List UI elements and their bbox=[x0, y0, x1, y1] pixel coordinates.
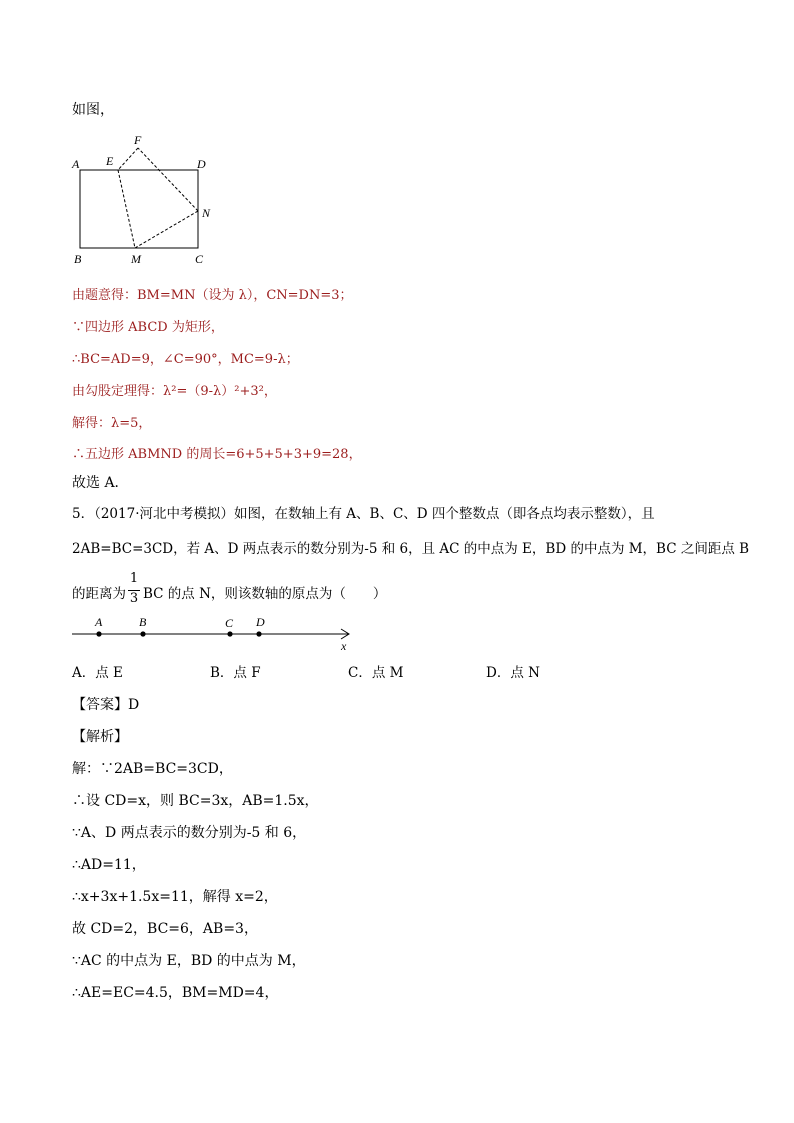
label-c: C bbox=[195, 252, 204, 266]
solution1-line: 解得：λ=5， bbox=[72, 416, 152, 431]
fraction-numerator: 1 bbox=[129, 571, 139, 586]
rectangle-fold-figure bbox=[60, 128, 230, 268]
fraction-denominator: 3 bbox=[129, 591, 139, 606]
solution1-line: ∵四边形 ABCD 为矩形， bbox=[72, 320, 224, 335]
numberline-label-c: C bbox=[225, 616, 234, 630]
option-d: D．点 N bbox=[486, 665, 540, 681]
label-f: F bbox=[134, 133, 142, 147]
option-c: C．点 M bbox=[348, 665, 404, 681]
point-b bbox=[140, 631, 145, 636]
numberline-label-b: B bbox=[139, 615, 147, 629]
point-c bbox=[227, 631, 232, 636]
label-n: N bbox=[202, 206, 211, 220]
numberline-label-d: D bbox=[256, 615, 265, 629]
solution2-line: ∴AE=EC=4.5，BM=MD=4， bbox=[72, 985, 279, 1001]
solution2-line: ∵A、D 两点表示的数分别为-5 和 6， bbox=[72, 825, 307, 841]
point-a bbox=[96, 631, 101, 636]
point-d bbox=[256, 631, 261, 636]
solution1-line: ∴BC=AD=9，∠C=90°，MC=9-λ； bbox=[72, 352, 299, 367]
solution2-line: ∴设 CD=x，则 BC=3x，AB=1.5x， bbox=[72, 793, 319, 809]
solution1-line: 由勾股定理得：λ²=（9-λ）²+3²， bbox=[72, 384, 277, 399]
line-fe bbox=[118, 148, 138, 170]
label-e: E bbox=[106, 154, 114, 168]
solution2-line: 解：∵2AB=BC=3CD， bbox=[72, 761, 233, 777]
label-b: B bbox=[74, 252, 82, 266]
solution1-line: ∴五边形 ABMND 的周长=6+5+5+3+9=28， bbox=[72, 447, 362, 462]
solution2-line: 故 CD=2，BC=6，AB=3， bbox=[72, 921, 258, 937]
number-line-figure bbox=[70, 612, 360, 656]
label-m: M bbox=[131, 252, 141, 266]
solution2-line: ∵AC 的中点为 E，BD 的中点为 M， bbox=[72, 953, 306, 969]
answer-label: 【答案】D bbox=[72, 697, 140, 713]
numberline-label-x: x bbox=[341, 639, 347, 653]
label-a: A bbox=[72, 157, 80, 171]
solution2-line: ∴AD=11， bbox=[72, 857, 146, 873]
solution1-line: 由题意得：BM=MN（设为 λ），CN=DN=3； bbox=[72, 288, 353, 303]
problem5-line3-post: BC 的点 N，则该数轴的原点为（ ） bbox=[143, 586, 387, 602]
fold-line-em bbox=[118, 170, 135, 248]
problem5-line1: 5．（2017·河北中考模拟）如图，在数轴上有 A、B、C、D 四个整数点（即各点均表示整数），且 bbox=[72, 506, 655, 522]
solution2-line: ∴x+3x+1.5x=11，解得 x=2， bbox=[72, 889, 278, 905]
rectangle-abcd bbox=[80, 170, 198, 248]
intro-text: 如图， bbox=[72, 102, 114, 118]
line-nf bbox=[138, 148, 198, 211]
analysis-label: 【解析】 bbox=[72, 729, 128, 745]
label-d: D bbox=[197, 157, 206, 171]
line-mn bbox=[135, 211, 198, 248]
option-b: B．点 F bbox=[210, 665, 261, 681]
numberline-label-a: A bbox=[95, 615, 103, 629]
select-answer-text: 故选 A． bbox=[72, 475, 129, 491]
option-a: A．点 E bbox=[72, 665, 123, 681]
problem5-line2: 2AB=BC=3CD，若 A、D 两点表示的数分别为-5 和 6，且 AC 的中点为 E，BD 的中点为 M，BC 之间距点 B bbox=[72, 541, 750, 557]
problem5-line3-pre: 的距离为 bbox=[72, 586, 126, 602]
